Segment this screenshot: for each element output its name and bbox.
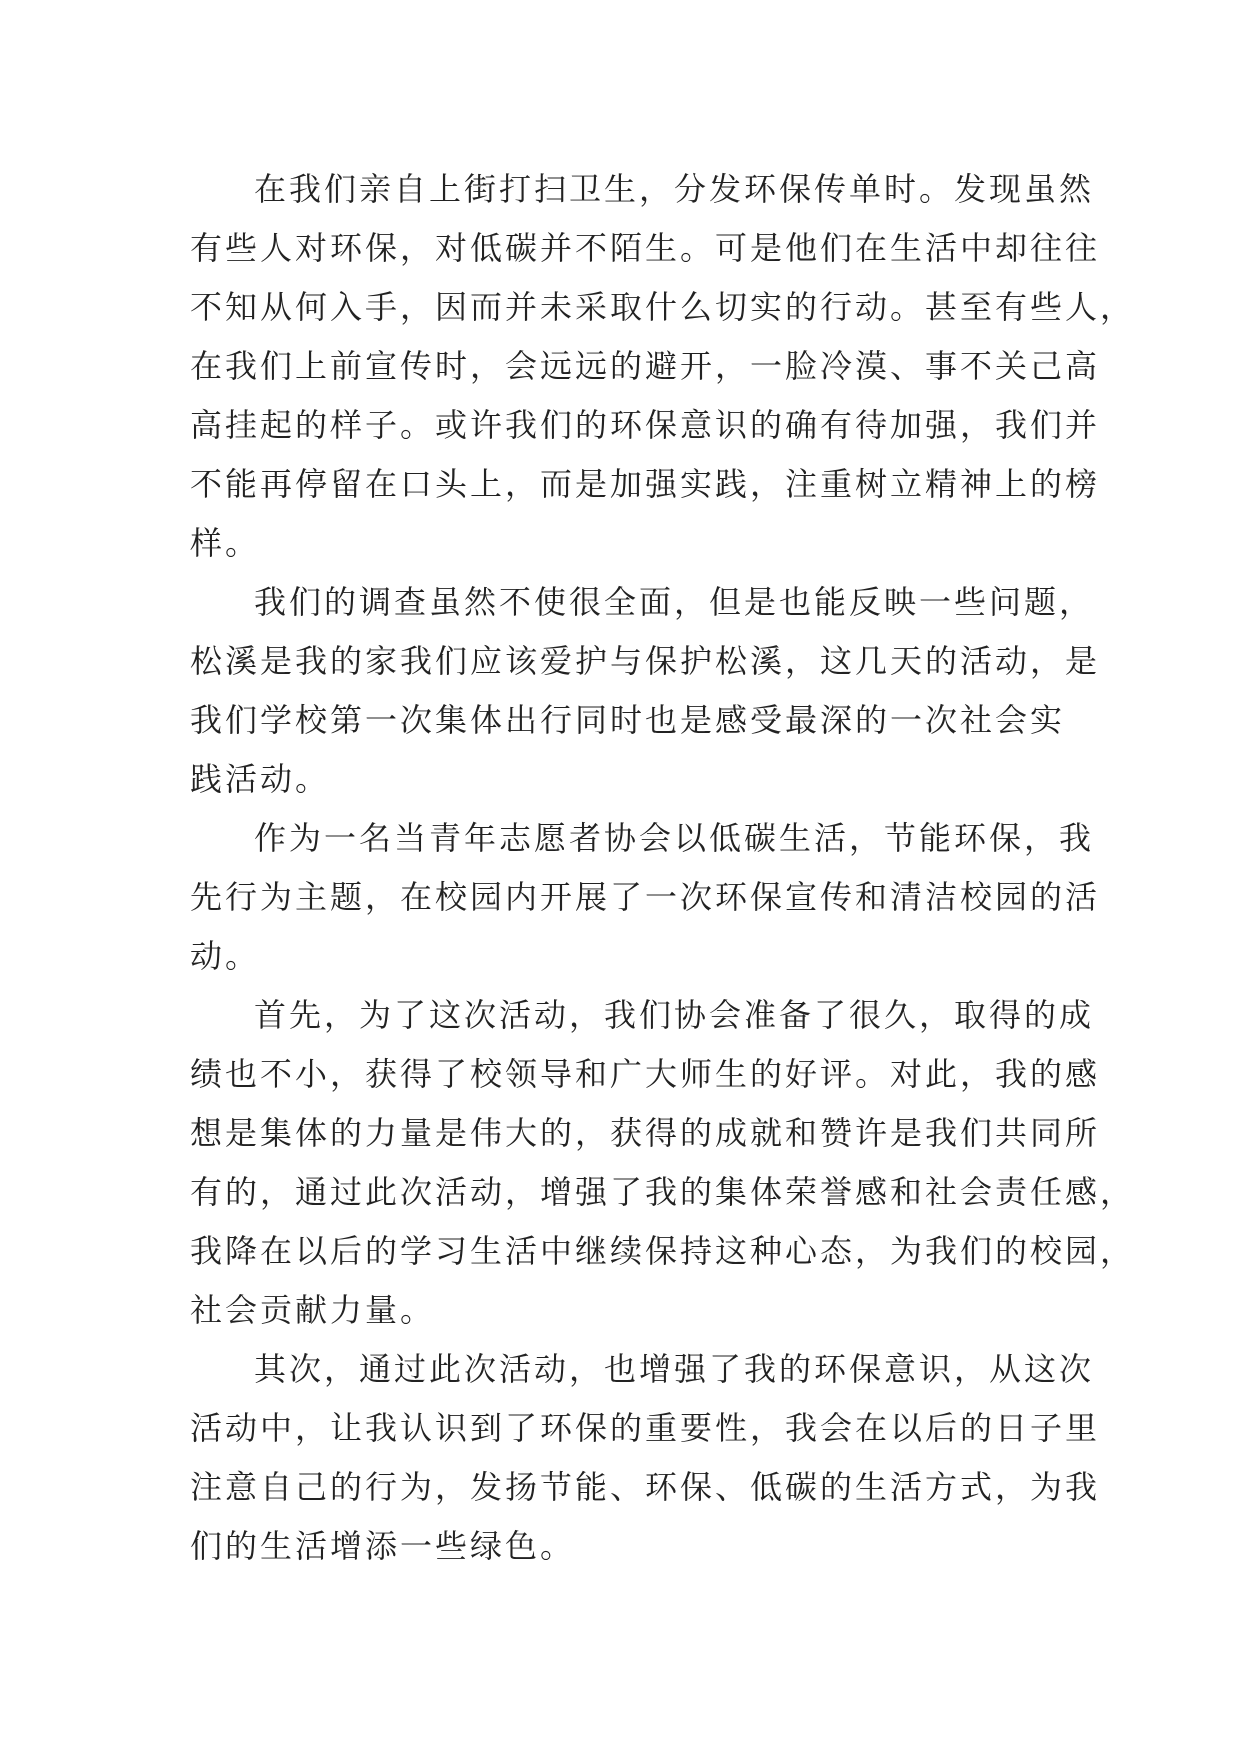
text-line: 活动中，让我认识到了环保的重要性，我会在以后的日子里	[190, 1409, 1101, 1447]
paragraph-5	[190, 1340, 1101, 1576]
text-line: 我们学校第一次集体出行同时也是感受最深的一次社会实	[190, 701, 1066, 739]
text-line: 其次，通过此次活动，也增强了我的环保意识，从这次	[254, 1350, 1095, 1388]
text-line: 在我们上前宣传时，会远远的避开，一脸冷漠、事不关己高	[190, 347, 1101, 385]
text-line: 先行为主题，在校园内开展了一次环保宣传和清洁校园的活	[190, 878, 1101, 916]
text-line: 我们的调查虽然不使很全面，但是也能反映一些问题，	[254, 583, 1095, 621]
text-line: 在我们亲自上街打扫卫生，分发环保传单时。发现虽然	[254, 170, 1095, 208]
text-line: 作为一名当青年志愿者协会以低碳生活，节能环保，我	[254, 819, 1095, 857]
text-line: 高挂起的样子。或许我们的环保意识的确有待加强，我们并	[190, 406, 1101, 444]
text-line: 有些人对环保，对低碳并不陌生。可是他们在生活中却往往	[190, 229, 1101, 267]
text-line: 绩也不小，获得了校领导和广大师生的好评。对此，我的感	[190, 1055, 1101, 1093]
text-line: 不知从何入手，因而并未采取什么切实的行动。甚至有些人，	[190, 288, 1136, 326]
paragraph-4	[190, 986, 1136, 1340]
text-line: 有的，通过此次活动，增强了我的集体荣誉感和社会责任感，	[190, 1173, 1136, 1211]
paragraph-3	[190, 809, 1101, 986]
text-line: 践活动。	[190, 760, 331, 798]
text-line: 想是集体的力量是伟大的，获得的成就和赞许是我们共同所	[190, 1114, 1101, 1152]
paragraph-1	[190, 160, 1136, 573]
paragraph-2	[190, 573, 1101, 809]
text-line: 动。	[190, 937, 261, 975]
text-line: 们的生活增添一些绿色。	[190, 1527, 576, 1565]
text-line: 首先，为了这次活动，我们协会准备了很久，取得的成	[254, 996, 1095, 1034]
document-body	[190, 160, 1136, 1576]
text-line: 样。	[190, 524, 261, 562]
text-line: 注意自己的行为，发扬节能、环保、低碳的生活方式，为我	[190, 1468, 1101, 1506]
text-line: 我降在以后的学习生活中继续保持这种心态，为我们的校园，	[190, 1232, 1136, 1270]
text-line: 不能再停留在口头上，而是加强实践，注重树立精神上的榜	[190, 465, 1101, 503]
text-line: 松溪是我的家我们应该爱护与保护松溪，这几天的活动，是	[190, 642, 1101, 680]
text-line: 社会贡献力量。	[190, 1291, 436, 1329]
